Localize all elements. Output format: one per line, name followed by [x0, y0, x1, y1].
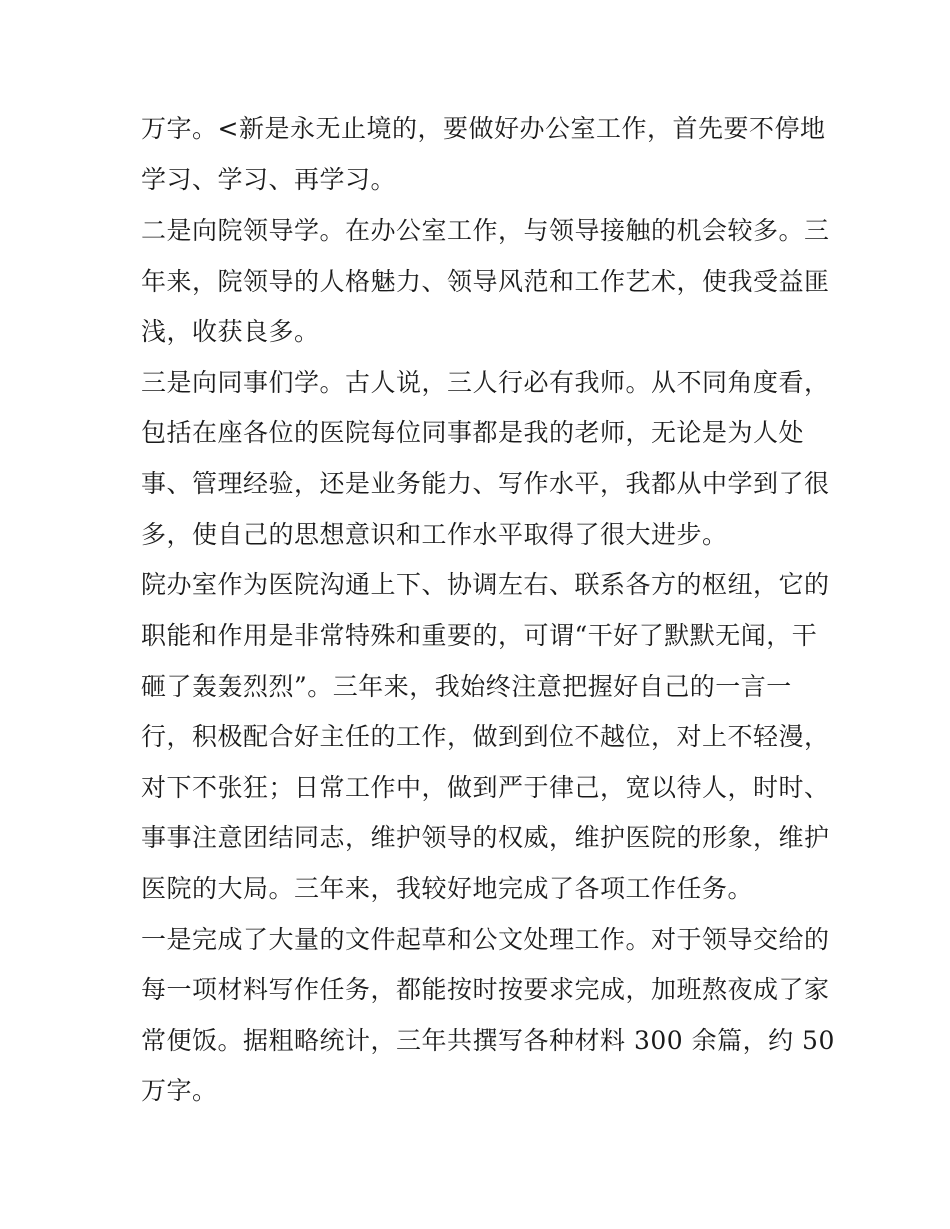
- text-line: 事事注意团结同志，维护领导的权威，维护医院的形象，维护: [141, 823, 830, 852]
- text-line: 常便饭。据粗略统计，三年共撰写各种材料 300 余篇，约 50: [141, 1026, 835, 1055]
- text-line: 对下不张狂；日常工作中，做到严于律己，宽以待人，时时、: [141, 773, 830, 802]
- text-line: 一是完成了大量的文件起草和公文处理工作。对于领导交给的: [141, 925, 830, 954]
- text-line: 院办室作为医院沟通上下、协调左右、联系各方的枢纽，它的: [141, 570, 830, 599]
- text-line: 万字。<新是永无止境的，要做好办公室工作，首先要不停地: [141, 114, 826, 143]
- text-line: 事、管理经验，还是业务能力、写作水平，我都从中学到了很: [141, 469, 830, 498]
- text-line: 职能和作用是非常特殊和重要的，可谓“干好了默默无闻，干: [141, 621, 818, 650]
- text-line: 多，使自己的思想意识和工作水平取得了很大进步。: [141, 520, 728, 549]
- text-line: 医院的大局。三年来，我较好地完成了各项工作任务。: [141, 874, 754, 903]
- text-line: 二是向院领导学。在办公室工作，与领导接触的机会较多。三: [141, 216, 830, 245]
- text-line: 学习、学习、再学习。: [141, 165, 397, 194]
- text-line: 万字。: [141, 1076, 218, 1105]
- text-line: 行，积极配合好主任的工作，做到到位不越位，对上不轻漫，: [141, 722, 830, 751]
- text-line: 浅，收获良多。: [141, 317, 320, 346]
- text-line: 包括在座各位的医院每位同事都是我的老师，无论是为人处: [141, 418, 805, 447]
- text-line: 三是向同事们学。古人说，三人行必有我师。从不同角度看，: [141, 368, 830, 397]
- text-line: 砸了轰轰烈烈”。三年来，我始终注意把握好自己的一言一: [141, 672, 792, 701]
- text-line: 年来，院领导的人格魅力、领导风范和工作艺术，使我受益匪: [141, 267, 830, 296]
- text-line: 每一项材料写作任务，都能按时按要求完成，加班熬夜成了家: [141, 975, 830, 1004]
